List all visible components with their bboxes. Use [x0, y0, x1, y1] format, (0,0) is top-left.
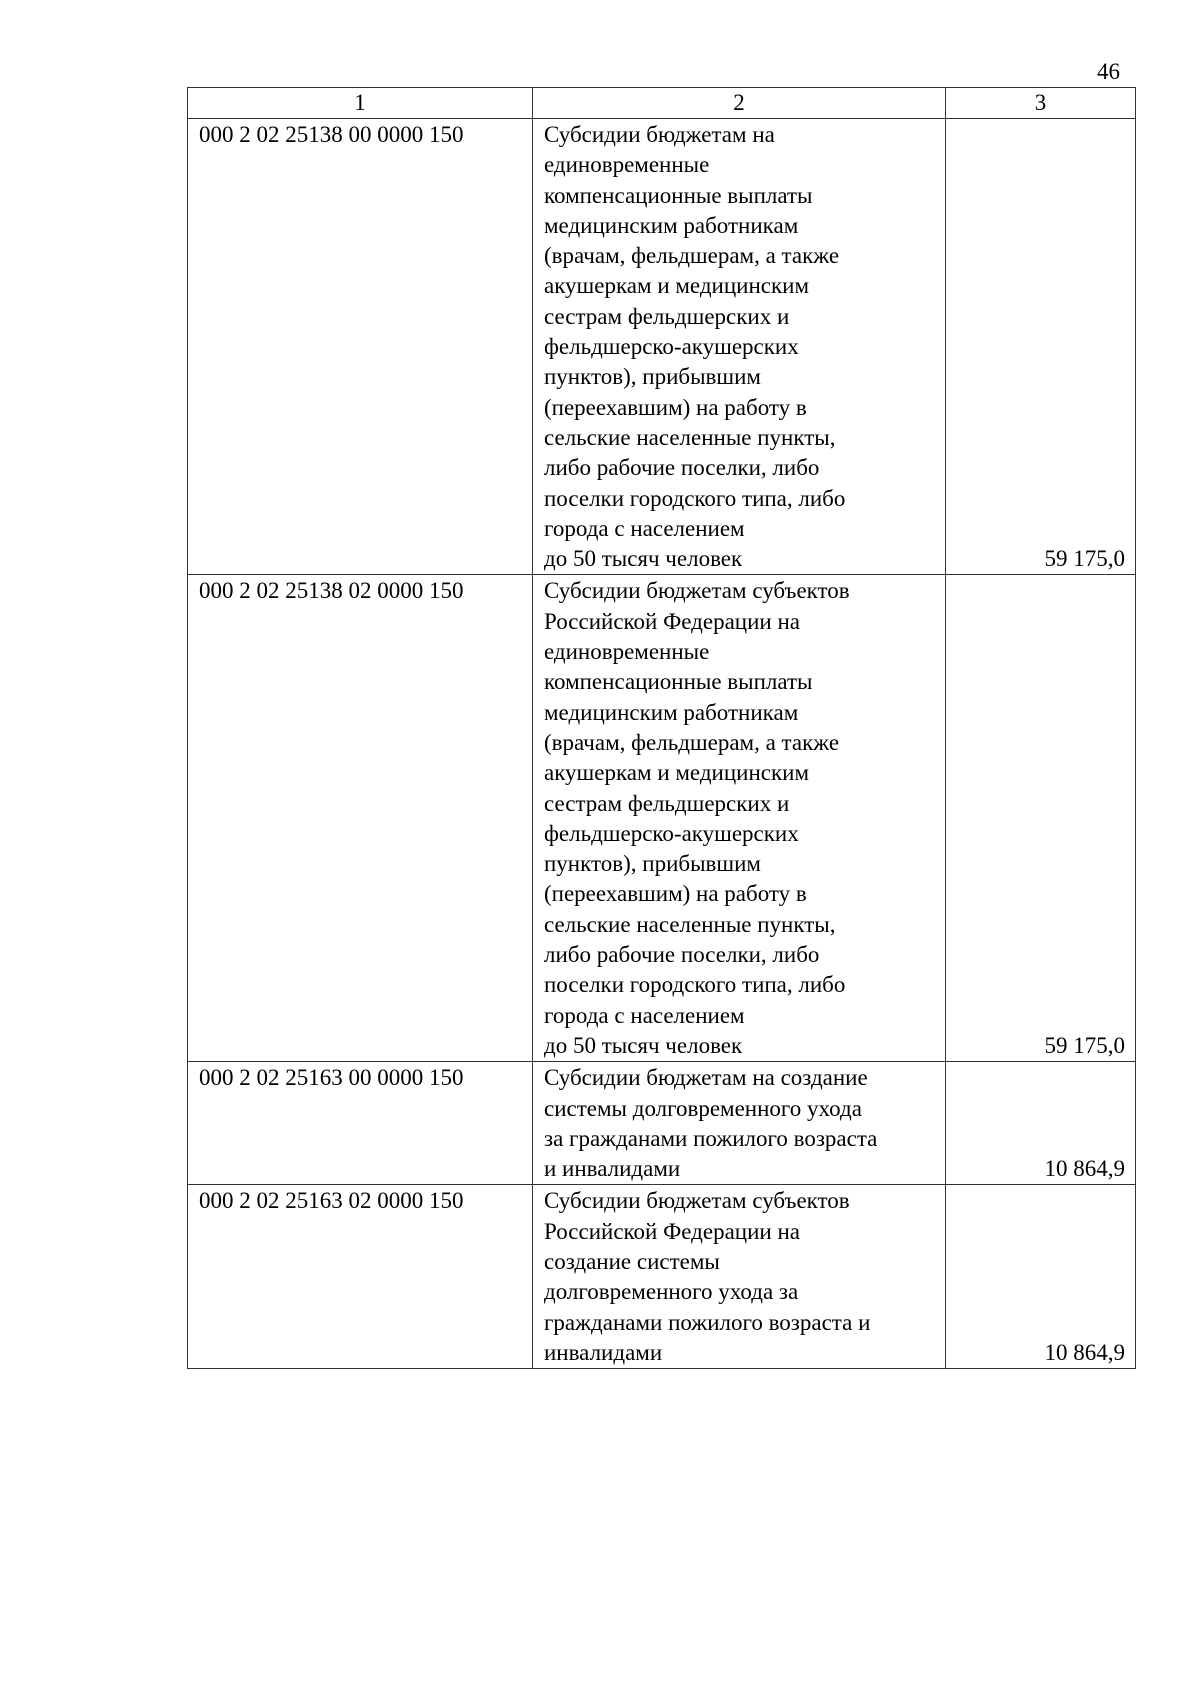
budget-code-cell: 000 2 02 25163 02 0000 150: [188, 1185, 533, 1369]
amount-cell: 59 175,0: [946, 575, 1136, 1062]
table-body: [188, 119, 1136, 1369]
description-line: Субсидии бюджетам на: [544, 122, 775, 147]
description-line: сестрам фельдшерских и: [544, 303, 790, 329]
description-line: создание системы: [544, 1248, 720, 1274]
description-line: (переехавшим) на работу в: [544, 881, 807, 907]
amount-cell: 10 864,9: [946, 1062, 1136, 1185]
budget-code-cell: 000 2 02 25138 00 0000 150: [188, 119, 533, 575]
description-line: акушеркам и медицинским: [544, 273, 810, 299]
table-row: [188, 119, 1136, 575]
table-row: [188, 1185, 1136, 1369]
description-line: сельские населенные пункты,: [544, 424, 836, 450]
description-line: поселки городского типа, либо: [544, 485, 846, 511]
description-cell: [533, 575, 946, 1062]
description-line: (переехавшим) на работу в: [544, 394, 807, 420]
description-line: долговременного ухода за: [544, 1279, 799, 1305]
table-header-row: [188, 88, 1136, 119]
description-line: (врачам, фельдшерам, а также: [544, 729, 840, 755]
description-line: гражданами пожилого возраста и: [544, 1309, 871, 1335]
description-line: (врачам, фельдшерам, а также: [544, 243, 840, 269]
description-line: компенсационные выплаты: [544, 182, 813, 208]
description-line: либо рабочие поселки, либо: [544, 455, 820, 481]
amount-cell: 59 175,0: [946, 119, 1136, 575]
description-line: Субсидии бюджетам субъектов: [544, 1188, 850, 1214]
column-header: 2: [533, 88, 946, 119]
description-line: системы долговременного ухода: [544, 1095, 862, 1121]
budget-table: [187, 87, 1136, 1369]
table-row: [188, 1062, 1136, 1185]
description-line: инвалидами: [544, 1339, 663, 1365]
column-header: 3: [946, 88, 1136, 119]
description-cell: [533, 119, 946, 575]
description-line: до 50 тысяч человек: [544, 546, 743, 572]
description-line: единовременные: [544, 639, 710, 665]
column-header: 1: [188, 88, 533, 119]
amount-cell: 10 864,9: [946, 1185, 1136, 1369]
description-line: либо рабочие поселки, либо: [544, 942, 820, 968]
description-line: Субсидии бюджетам субъектов: [544, 578, 850, 604]
description-line: Субсидии бюджетам на создание: [544, 1065, 868, 1091]
description-line: фельдшерско-акушерских: [544, 820, 799, 846]
description-line: сестрам фельдшерских и: [544, 790, 790, 816]
budget-code-cell: 000 2 02 25163 00 0000 150: [188, 1062, 533, 1185]
description-line: города с населением: [544, 1002, 745, 1028]
description-line: фельдшерско-акушерских: [544, 334, 799, 360]
description-line: за гражданами пожилого возраста: [544, 1125, 878, 1151]
table-row: [188, 575, 1136, 1062]
description-cell: [533, 1062, 946, 1185]
description-line: компенсационные выплаты: [544, 669, 813, 695]
description-line: до 50 тысяч человек: [544, 1032, 743, 1058]
description-line: медицинским работникам: [544, 212, 799, 238]
description-line: пунктов), прибывшим: [544, 364, 761, 390]
page-number: 46: [1097, 59, 1120, 84]
description-line: Российской Федерации на: [544, 608, 800, 634]
description-line: Российской Федерации на: [544, 1218, 800, 1244]
description-line: пунктов), прибывшим: [544, 851, 761, 877]
description-line: медицинским работникам: [544, 699, 799, 725]
description-line: единовременные: [544, 152, 710, 178]
budget-code-cell: 000 2 02 25138 02 0000 150: [188, 575, 533, 1062]
description-line: и инвалидами: [544, 1156, 681, 1182]
description-cell: [533, 1185, 946, 1369]
description-line: акушеркам и медицинским: [544, 760, 810, 786]
description-line: города с населением: [544, 515, 745, 541]
description-line: поселки городского типа, либо: [544, 972, 846, 998]
description-line: сельские населенные пункты,: [544, 911, 836, 937]
